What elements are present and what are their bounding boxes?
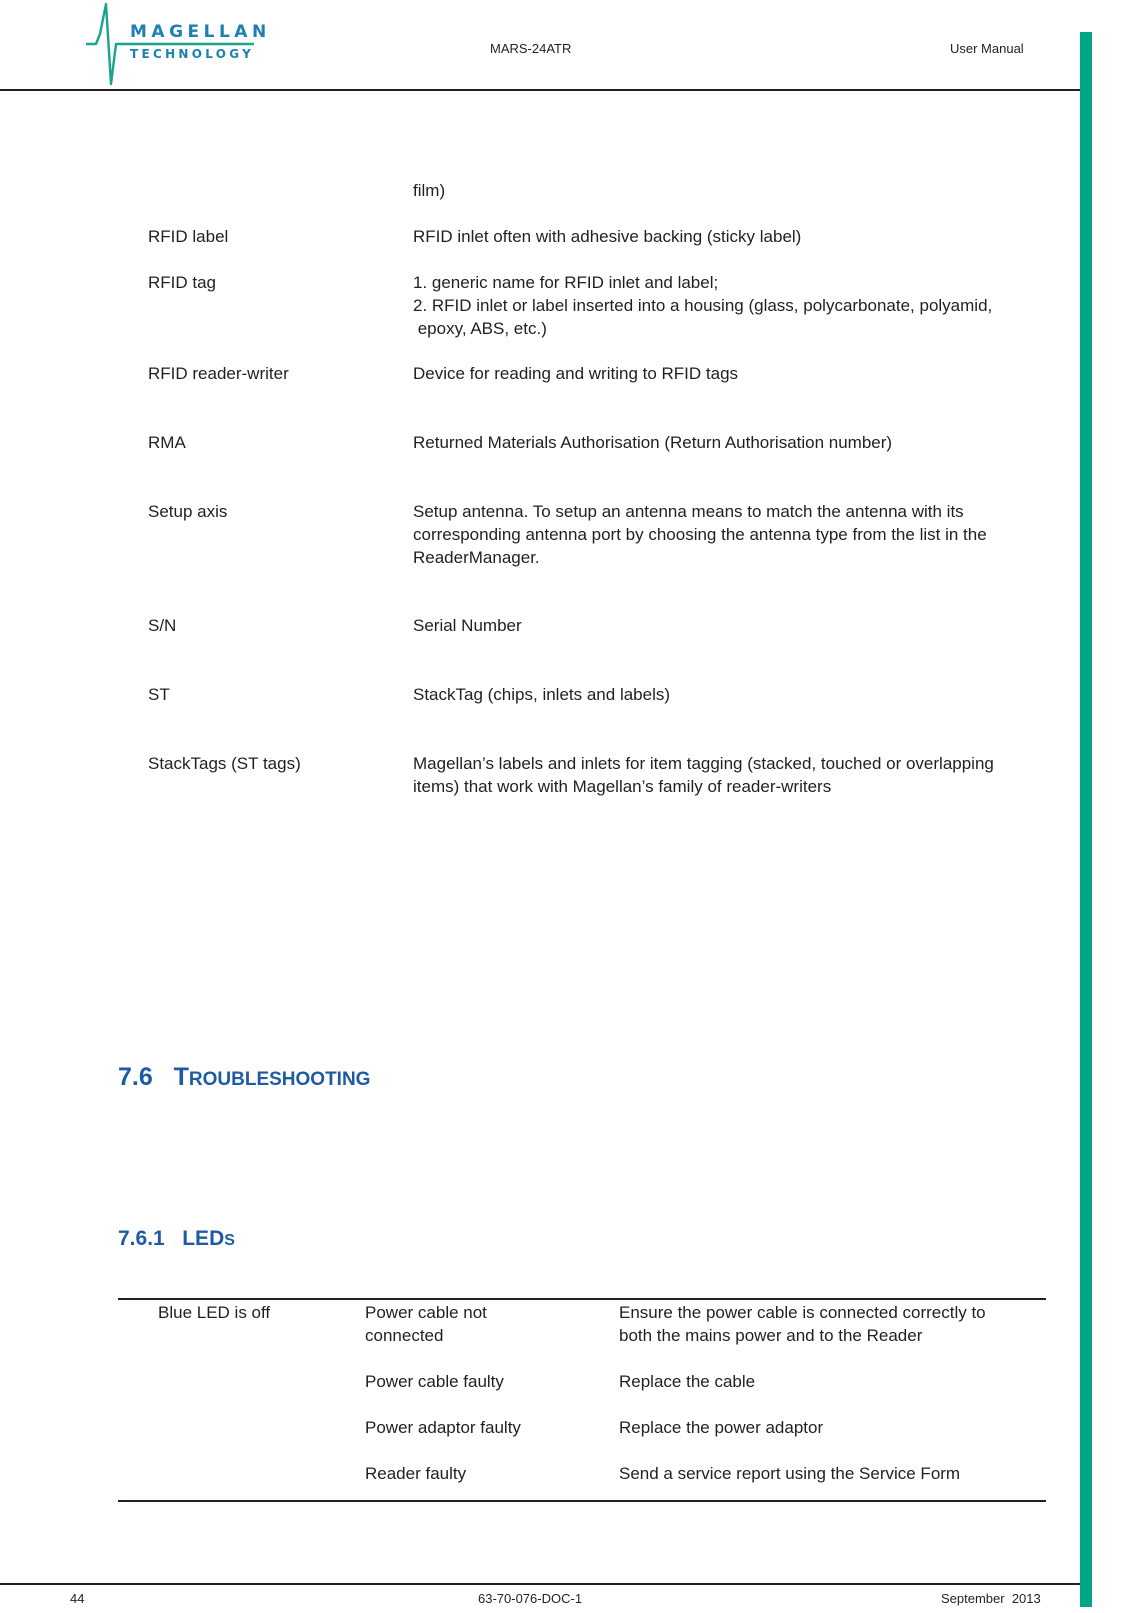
glossary-term: RFID reader-writer: [148, 364, 289, 383]
glossary-definition-line: StackTag (chips, inlets and labels): [413, 685, 671, 704]
table-remedy: Replace the cable: [619, 1372, 756, 1391]
logo-pulse-icon: [86, 0, 266, 90]
table-remedy: Replace the power adaptor: [619, 1418, 824, 1437]
section-number: 7.6: [118, 1063, 153, 1091]
side-accent-bar: [1080, 32, 1092, 1607]
glossary-definition-line: Returned Materials Authorisation (Return Authorisation number): [413, 433, 893, 452]
magellan-logo: [86, 0, 271, 90]
glossary-definition-line: corresponding antenna port by choosing the antenna type from the list in the: [413, 525, 987, 544]
table-cause: connected: [365, 1326, 444, 1345]
glossary-definition-line: film): [413, 181, 446, 200]
table-bottom-rule: [118, 1500, 1046, 1502]
header-rule: [0, 89, 1080, 91]
glossary-definition-line: RFID inlet often with adhesive backing (sticky label): [413, 227, 802, 246]
table-remedy: both the mains power and to the Reader: [619, 1326, 923, 1345]
glossary-definition-line: Device for reading and writing to RFID tags: [413, 364, 739, 383]
table-cause: Reader faulty: [365, 1464, 467, 1483]
subsection-number: 7.6.1: [118, 1227, 165, 1250]
table-remedy: Send a service report using the Service Form: [619, 1464, 961, 1483]
glossary-term: S/N: [148, 616, 177, 635]
glossary-definition-line: 2. RFID inlet or label inserted into a housing (glass, polycarbonate, polyamid,: [413, 296, 993, 315]
glossary-definition-line: items) that work with Magellan’s family of reader-writers: [413, 777, 832, 796]
footer-date: September 2013: [941, 1591, 1041, 1606]
glossary-term: RFID label: [148, 227, 229, 246]
section-heading: [118, 1063, 370, 1092]
table-remedy: Ensure the power cable is connected correctly to: [619, 1303, 986, 1322]
section-title-rest: ROUBLESHOOTING: [188, 1069, 371, 1090]
table-cause: Power adaptor faulty: [365, 1418, 521, 1437]
subsection-heading: [118, 1227, 235, 1251]
glossary-term: StackTags (ST tags): [148, 754, 301, 773]
doc-type: User Manual: [950, 41, 1024, 56]
subsection-title-suffix: S: [224, 1232, 235, 1249]
glossary-term: RMA: [148, 433, 186, 452]
logo-line2: TECHNOLOGY: [130, 47, 255, 61]
page-number: 44: [70, 1591, 85, 1606]
table-top-rule: [118, 1298, 1046, 1300]
glossary-definition-line: 1. generic name for RFID inlet and label;: [413, 273, 719, 292]
footer-rule: [0, 1583, 1080, 1585]
glossary-term: Setup axis: [148, 502, 228, 521]
logo-line1: MAGELLAN: [130, 22, 271, 42]
glossary-definition-line: Setup antenna. To setup an antenna means to match the antenna with its: [413, 502, 964, 521]
glossary-definition-line: epoxy, ABS, etc.): [413, 319, 547, 338]
doc-number: 63-70-076-DOC-1: [478, 1591, 583, 1606]
table-symptom: Blue LED is off: [158, 1303, 271, 1322]
doc-title: MARS-24ATR: [490, 41, 572, 56]
table-cause: Power cable faulty: [365, 1372, 504, 1391]
glossary-definition-line: Magellan’s labels and inlets for item tagging (stacked, touched or overlapping: [413, 754, 994, 773]
subsection-title-main: LED: [182, 1227, 225, 1250]
table-cause: Power cable not: [365, 1303, 487, 1322]
glossary-term: ST: [148, 685, 170, 704]
glossary-definition-line: Serial Number: [413, 616, 522, 635]
glossary-term: RFID tag: [148, 273, 217, 292]
section-title-initial: T: [173, 1063, 189, 1091]
glossary-definition-line: ReaderManager.: [413, 548, 540, 567]
